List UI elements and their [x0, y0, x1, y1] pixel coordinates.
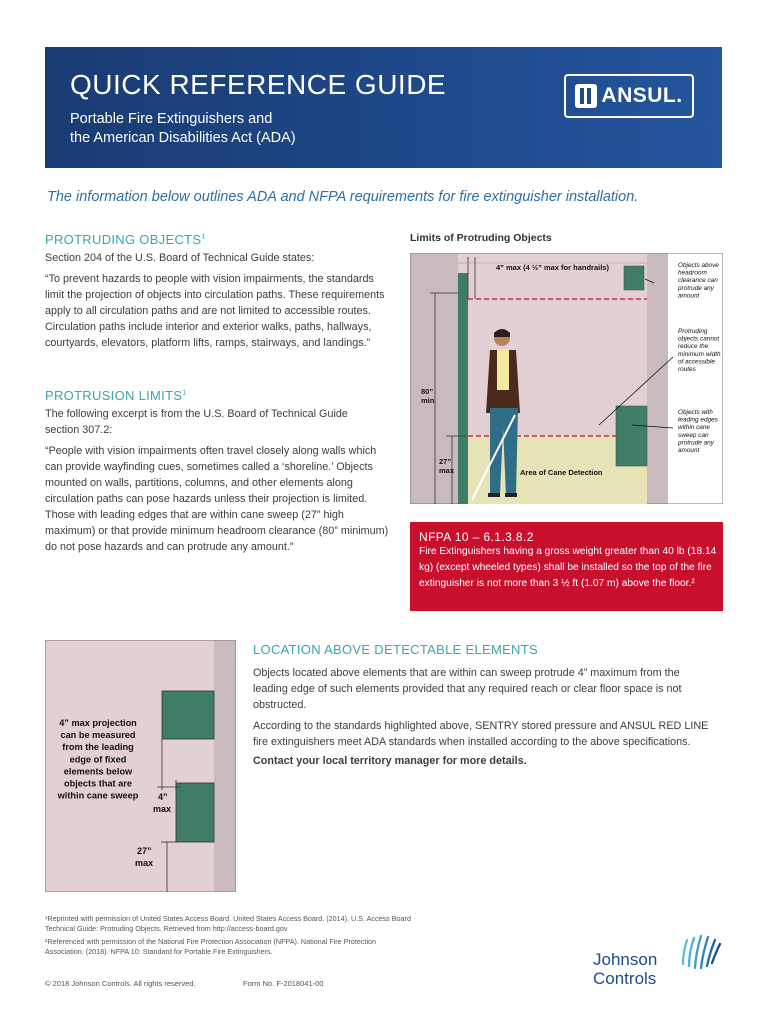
footnote-2: ²Referenced with permission of the National Fire Protection Association (NFPA). National Fire Protection Association. (2018). NFPA 10: Standard for Portable Fire Extinguishers. — [45, 937, 377, 956]
note2-line: routes — [678, 366, 696, 373]
fig2-4-label: 4” — [158, 792, 168, 802]
fig2text-line: elements below — [63, 766, 133, 777]
page-subtitle-line1: Portable Fire Extinguishers and — [70, 111, 273, 127]
page-title: QUICK REFERENCE GUIDE — [70, 69, 447, 100]
fig2text-line: edge of fixed — [69, 754, 127, 765]
limits-quote: “People with vision impairments often travel closely along walls which can provide wayfinding cues, sometimes called a ‘shoreline.’ Objects mounted on walls, partitions, columns, and other elements along circulation paths can pose hazards unless their projection is limited. Those with leading edges that are within cane sweep (27” high maximum) or that provide minimum headroom clearance (80” minimum) do not pose hazards and can protrude any amount.” — [45, 445, 389, 553]
note1-line: Objects above — [678, 262, 719, 269]
brand-line2: Controls — [593, 969, 657, 988]
protruding-lead: Section 204 of the U.S. Board of Technical Guide states: — [45, 252, 315, 264]
header-banner — [45, 47, 722, 168]
ansul-logo-mark-icon — [575, 84, 597, 108]
location-heading: LOCATION ABOVE DETECTABLE ELEMENTS — [253, 642, 538, 657]
footnote-1: ¹Reprinted with permission of United States Access Board. United States Access Board. (2014). U.S. Access Board Technical Guide: Protruding Objects. Retrieved from http://access-board.gov — [45, 914, 411, 933]
johnson-controls-logo — [593, 950, 657, 988]
protruding-quote: “To prevent hazards to people with vision impairments, the standards limit the projection of objects into circulation paths. These requirements apply to all circulation paths and are not limited to accessible routes. Circulation paths include interior and exterior walks, paths, hallways, courtyards, elevators, platform lifts, ramps, stairways, and landings.” — [45, 273, 385, 349]
fig1-80-label: 80” — [421, 387, 434, 396]
note2-line: Protruding — [678, 328, 708, 335]
form-number: Form No. F-2018041-00 — [243, 979, 324, 988]
location-para3: Contact your local territory manager for more details. — [253, 755, 527, 767]
protruding-objects-diagram — [410, 253, 723, 504]
note1-line: protrude any — [678, 284, 714, 292]
note1-line: clearance can — [678, 277, 718, 285]
fig2-27-sub: max — [135, 858, 154, 868]
detectable-elements-diagram — [45, 640, 236, 892]
fig1-27-sub: max — [439, 466, 455, 475]
fig2text-line: within cane sweep — [57, 790, 139, 801]
fig2text-line: from the leading — [62, 742, 134, 753]
fig2-27-label: 27” — [137, 846, 152, 856]
fig2text-line: objects that are — [64, 778, 132, 789]
nfpa-title: NFPA 10 – 6.1.3.8.2 — [419, 530, 534, 544]
note2-line: reduce the — [678, 343, 709, 351]
location-para2: According to the standards highlighted above, SENTRY stored pressure and ANSUL RED LINE fire extinguishers meet ADA standards when installed according to the above specifications. — [253, 720, 709, 748]
note3-line: protrude any — [678, 439, 714, 447]
fig2text-line: 4” max projection — [59, 718, 137, 728]
note3-line: Objects with — [678, 409, 713, 416]
note3-line: sweep can — [678, 431, 709, 439]
note3-line: within cane — [678, 424, 710, 432]
figure1-title: Limits of Protruding Objects — [410, 232, 552, 244]
fig2-4-sub: max — [153, 804, 172, 814]
location-para1: Objects located above elements that are within can sweep protrude 4” maximum from the leading edge of such elements provided that any required reach or clear floor space is not obstructed. — [253, 667, 682, 711]
ansul-logo — [564, 74, 694, 118]
fig1-80-sub: min — [421, 396, 435, 405]
note2-line: of accessible — [678, 358, 715, 366]
note1-line: amount — [678, 292, 700, 300]
limits-lead: The following excerpt is from the U.S. Board of Technical Guide section 307.2: — [45, 408, 348, 436]
note2-line: objects cannot — [678, 335, 720, 343]
brand-line1: Johnson — [593, 950, 658, 969]
johnson-controls-wave-icon — [679, 930, 723, 974]
note2-line: minimum width — [678, 350, 721, 358]
nfpa-body: Fire Extinguishers having a gross weight greater than 40 lb (18.14 kg) (except wheeled types) shall be installed so the top of the fire extinguisher is not more than 3 ½ ft (1.07 m) above the floor.² — [419, 546, 717, 589]
protruding-objects-heading: PROTRUDING OBJECTS$^1$ — [45, 232, 206, 247]
nfpa-callout — [410, 522, 723, 611]
fig1-top-label: 4” max (4 ½” max for handrails) — [496, 263, 609, 272]
fig2text-line: can be measured — [60, 730, 136, 741]
page-subtitle-line2: the American Disabilities Act (ADA) — [70, 130, 296, 146]
note3-line: leading edges — [678, 416, 718, 424]
ansul-logo-text: ANSUL. — [601, 84, 683, 107]
note1-line: headroom — [678, 269, 707, 277]
fig1-cane-label: Area of Cane Detection — [520, 468, 603, 477]
note3-line: amount — [678, 447, 700, 454]
protrusion-limits-heading: PROTRUSION LIMITS$^1$ — [45, 388, 187, 403]
fig1-27-label: 27” — [439, 457, 452, 466]
intro-statement: The information below outlines ADA and NFPA requirements for fire extinguisher installation. — [47, 189, 639, 205]
copyright: © 2018 Johnson Controls. All rights reserved. — [45, 979, 196, 988]
